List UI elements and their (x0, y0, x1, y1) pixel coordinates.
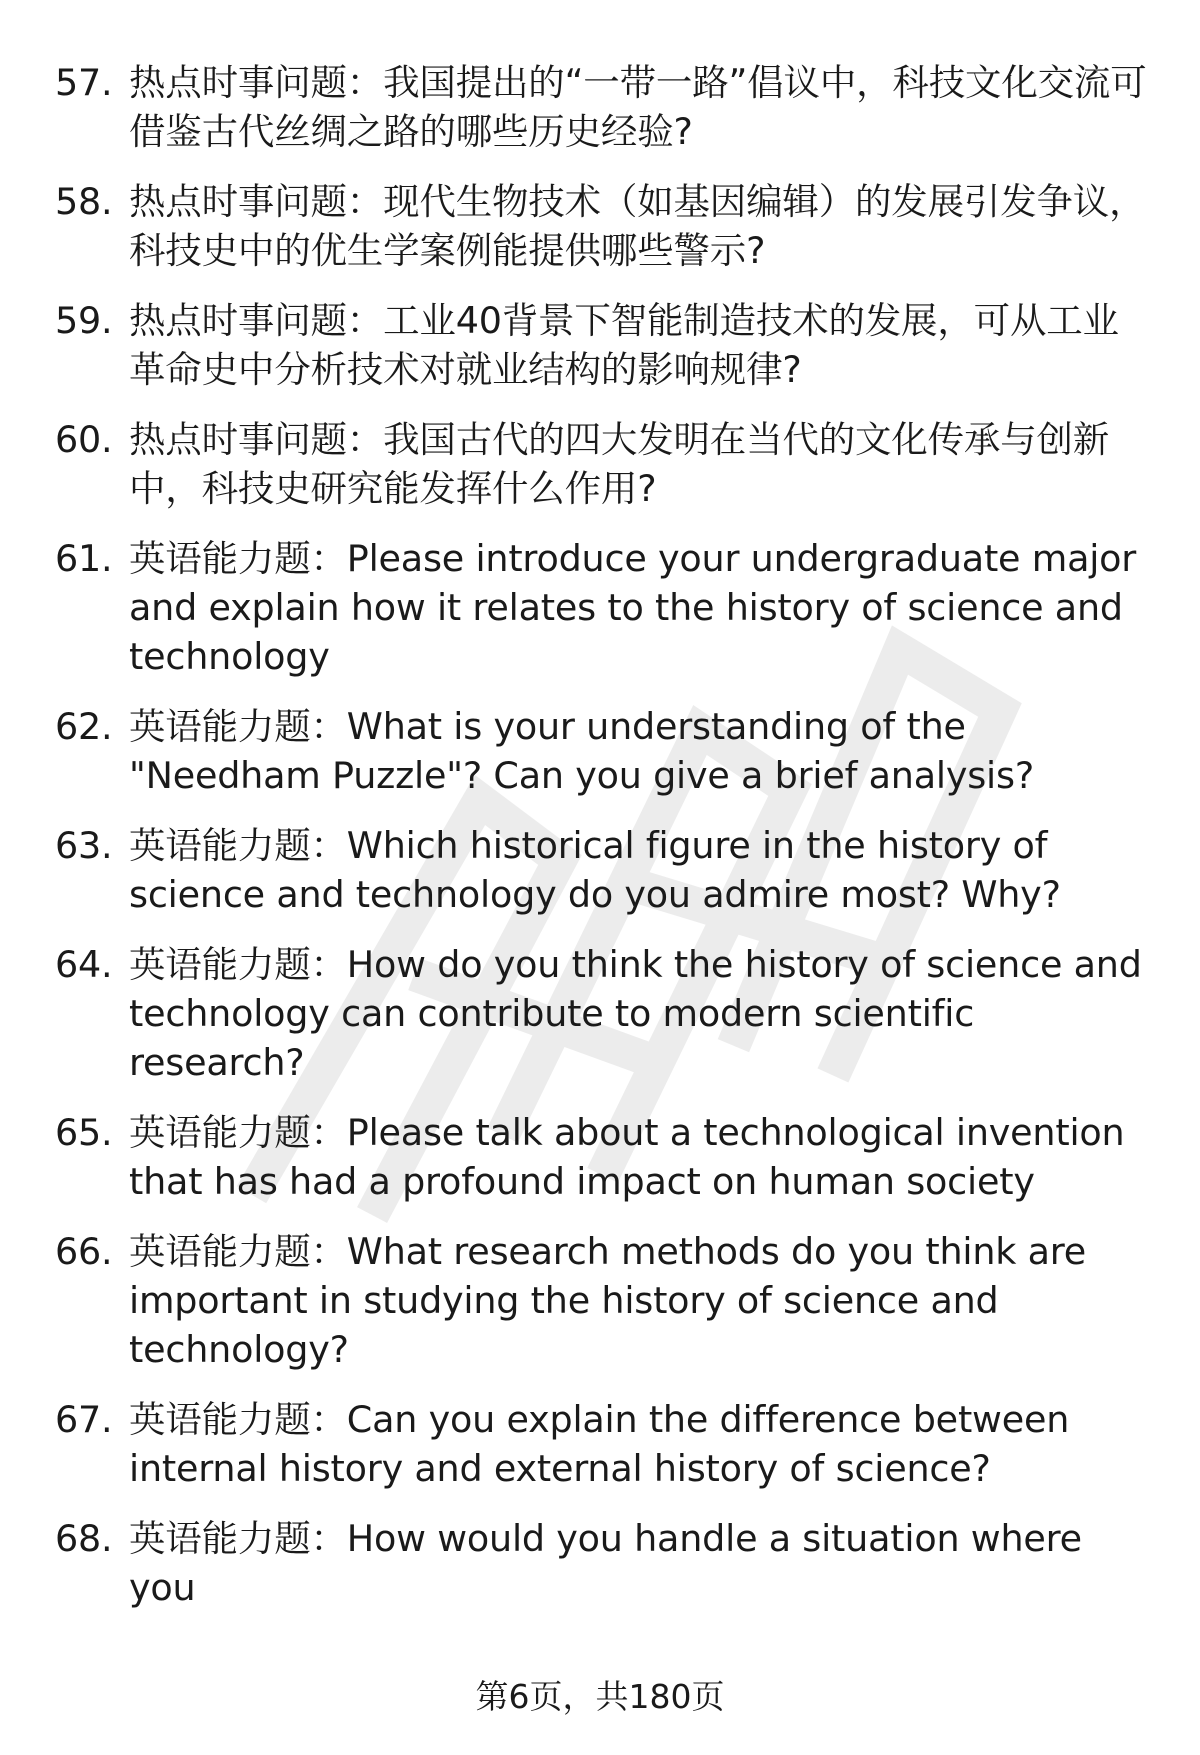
question-number: 59. (55, 299, 113, 342)
question-text: 英语能力题：How would you handle a situation where you (129, 1517, 1082, 1609)
question-item (55, 415, 1155, 513)
question-item (55, 1108, 1155, 1206)
question-text: 热点时事问题：我国古代的四大发明在当代的文化传承与创新中，科技史研究能发挥什么作用? (129, 418, 1110, 510)
question-text: 英语能力题：Please talk about a technological invention that has had a profound impact on human society (129, 1111, 1125, 1203)
question-item (55, 821, 1155, 919)
question-text: 英语能力题：What is your understanding of the "Needham Puzzle"? Can you give a brief analysis? (129, 705, 1034, 797)
question-item (55, 534, 1155, 681)
question-text: 英语能力题：Which historical figure in the history of science and technology do you admire most? Why? (129, 824, 1061, 916)
question-number: 60. (55, 418, 113, 461)
question-number: 68. (55, 1517, 113, 1560)
question-text: 英语能力题：Please introduce your undergraduate major and explain how it relates to the history of science and technology (129, 537, 1137, 678)
question-number: 66. (55, 1230, 113, 1273)
question-number: 67. (55, 1398, 113, 1441)
question-item (55, 296, 1155, 394)
question-number: 57. (55, 61, 113, 104)
question-item (55, 940, 1155, 1087)
question-text: 英语能力题：How do you think the history of science and technology can contribute to modern scientific research? (129, 943, 1142, 1084)
question-text: 热点时事问题：我国提出的“一带一路”倡议中，科技文化交流可借鉴古代丝绸之路的哪些历史经验? (129, 61, 1147, 153)
question-text: 英语能力题：Can you explain the difference between internal history and external history of science? (129, 1398, 1070, 1490)
question-text: 英语能力题：What research methods do you think are important in studying the history of science and technology? (129, 1230, 1087, 1371)
question-number: 62. (55, 705, 113, 748)
question-item (55, 58, 1155, 156)
question-number: 65. (55, 1111, 113, 1154)
question-number: 61. (55, 537, 113, 580)
question-item (55, 1227, 1155, 1374)
question-number: 64. (55, 943, 113, 986)
question-number: 63. (55, 824, 113, 867)
page-indicator: 第6页，共180页 (475, 1677, 725, 1716)
question-item (55, 1395, 1155, 1493)
question-number: 58. (55, 180, 113, 223)
question-text: 热点时事问题：工业40背景下智能制造技术的发展，可从工业革命史中分析技术对就业结构的影响规律? (129, 299, 1119, 391)
question-item (55, 702, 1155, 800)
question-text: 热点时事问题：现代生物技术（如基因编辑）的发展引发争议，科技史中的优生学案例能提供哪些警示? (129, 180, 1146, 272)
question-list (55, 58, 1155, 1612)
question-item (55, 177, 1155, 275)
question-item (55, 1514, 1155, 1612)
